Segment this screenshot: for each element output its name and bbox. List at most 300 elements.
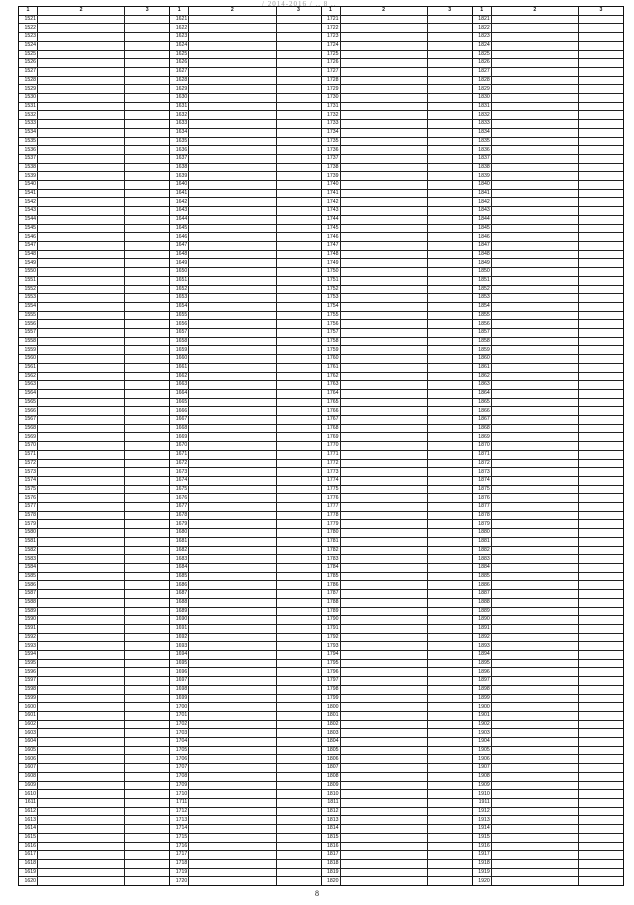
table-row <box>170 494 320 503</box>
value-cell <box>579 138 623 146</box>
cadastral-number-cell <box>189 42 276 50</box>
value-cell <box>125 529 169 537</box>
table-row <box>473 651 623 660</box>
value-cell <box>125 198 169 206</box>
cadastral-number-cell <box>38 642 125 650</box>
value-cell <box>125 303 169 311</box>
value-cell <box>125 755 169 763</box>
row-number: 1561 <box>19 364 38 372</box>
cadastral-number-cell <box>189 729 276 737</box>
table-row <box>473 668 623 677</box>
table-row <box>473 616 623 625</box>
cadastral-number-cell <box>189 695 276 703</box>
row-number: 1764 <box>322 390 341 398</box>
row-number: 1592 <box>19 634 38 642</box>
table-row <box>170 407 320 416</box>
row-number: 1699 <box>170 695 189 703</box>
value-cell <box>277 555 321 563</box>
column-header: 2 <box>492 7 579 15</box>
value-cell <box>428 695 472 703</box>
row-number: 1833 <box>473 120 492 128</box>
row-number: 1806 <box>322 755 341 763</box>
table-row <box>473 94 623 103</box>
value-cell <box>277 320 321 328</box>
cadastral-number-cell <box>492 460 579 468</box>
row-number: 1558 <box>19 338 38 346</box>
table-row <box>473 573 623 582</box>
cadastral-number-cell <box>492 668 579 676</box>
value-cell <box>579 677 623 685</box>
value-cell <box>277 512 321 520</box>
value-cell <box>579 425 623 433</box>
row-number: 1657 <box>170 329 189 337</box>
table-row <box>473 642 623 651</box>
value-cell <box>125 608 169 616</box>
row-number: 1536 <box>19 146 38 154</box>
value-cell <box>428 407 472 415</box>
cadastral-number-cell <box>38 42 125 50</box>
value-cell <box>277 634 321 642</box>
cadastral-number-cell <box>341 346 428 354</box>
value-cell <box>579 634 623 642</box>
cadastral-number-cell <box>341 668 428 676</box>
value-cell <box>125 503 169 511</box>
row-number: 1865 <box>473 399 492 407</box>
cadastral-number-cell <box>189 442 276 450</box>
cadastral-number-cell <box>38 634 125 642</box>
row-number: 1535 <box>19 138 38 146</box>
value-cell <box>428 442 472 450</box>
table-row <box>170 581 320 590</box>
cadastral-number-cell <box>38 129 125 137</box>
cadastral-number-cell <box>341 529 428 537</box>
table-row <box>473 346 623 355</box>
row-number: 1705 <box>170 747 189 755</box>
value-cell <box>277 425 321 433</box>
cadastral-number-cell <box>492 547 579 555</box>
row-number: 1843 <box>473 207 492 215</box>
table-row <box>473 312 623 321</box>
cadastral-number-cell <box>492 268 579 276</box>
table-row <box>322 329 472 338</box>
cadastral-number-cell <box>38 433 125 441</box>
table-row <box>170 338 320 347</box>
row-number: 1621 <box>170 16 189 24</box>
row-number: 1870 <box>473 442 492 450</box>
row-number: 1762 <box>322 373 341 381</box>
value-cell <box>125 634 169 642</box>
cadastral-number-cell <box>189 346 276 354</box>
row-number: 1545 <box>19 225 38 233</box>
value-cell <box>125 564 169 572</box>
table-row <box>473 355 623 364</box>
cadastral-number-cell <box>341 312 428 320</box>
cadastral-number-cell <box>38 547 125 555</box>
cadastral-number-cell <box>38 390 125 398</box>
cadastral-number-cell <box>492 834 579 842</box>
table-row <box>170 312 320 321</box>
value-cell <box>125 164 169 172</box>
cadastral-number-cell <box>38 816 125 824</box>
row-number: 1579 <box>19 520 38 528</box>
table-row <box>322 416 472 425</box>
table-row <box>170 538 320 547</box>
table-row <box>473 764 623 773</box>
row-number: 1916 <box>473 843 492 851</box>
table-row <box>322 843 472 852</box>
cadastral-number-cell <box>189 555 276 563</box>
value-cell <box>579 320 623 328</box>
value-cell <box>579 616 623 624</box>
cadastral-number-cell <box>492 42 579 50</box>
cadastral-number-cell <box>189 773 276 781</box>
cadastral-number-cell <box>492 660 579 668</box>
cadastral-number-cell <box>341 103 428 111</box>
value-cell <box>277 51 321 59</box>
table-row <box>473 503 623 512</box>
table-row <box>322 477 472 486</box>
value-cell <box>277 416 321 424</box>
value-cell <box>579 338 623 346</box>
row-number: 1895 <box>473 660 492 668</box>
table-row <box>322 599 472 608</box>
cadastral-number-cell <box>189 460 276 468</box>
row-number: 1608 <box>19 773 38 781</box>
table-row <box>19 503 169 512</box>
table-row <box>19 181 169 190</box>
value-cell <box>428 755 472 763</box>
value-cell <box>277 16 321 24</box>
table-row <box>19 712 169 721</box>
row-number: 1848 <box>473 251 492 259</box>
row-number: 1682 <box>170 547 189 555</box>
value-cell <box>428 773 472 781</box>
table-row <box>170 703 320 712</box>
cadastral-number-cell <box>189 860 276 868</box>
cadastral-number-cell <box>38 686 125 694</box>
row-number: 1715 <box>170 834 189 842</box>
cadastral-number-cell <box>189 416 276 424</box>
value-cell <box>428 303 472 311</box>
row-number: 1740 <box>322 181 341 189</box>
value-cell <box>125 808 169 816</box>
table-row <box>322 860 472 869</box>
cadastral-number-cell <box>38 581 125 589</box>
row-number: 1793 <box>322 642 341 650</box>
table-row <box>473 399 623 408</box>
cadastral-number-cell <box>189 816 276 824</box>
value-cell <box>428 799 472 807</box>
value-cell <box>277 782 321 790</box>
cadastral-number-cell <box>492 33 579 41</box>
cadastral-number-cell <box>341 695 428 703</box>
value-cell <box>579 782 623 790</box>
value-cell <box>579 355 623 363</box>
value-cell <box>277 42 321 50</box>
value-cell <box>428 581 472 589</box>
table-row <box>322 399 472 408</box>
value-cell <box>579 460 623 468</box>
value-cell <box>277 155 321 163</box>
table-row <box>170 512 320 521</box>
cadastral-number-cell <box>492 373 579 381</box>
row-number: 1668 <box>170 425 189 433</box>
table-row <box>322 407 472 416</box>
value-cell <box>579 773 623 781</box>
row-number: 1565 <box>19 399 38 407</box>
value-cell <box>125 129 169 137</box>
row-number: 1790 <box>322 616 341 624</box>
row-number: 1645 <box>170 225 189 233</box>
value-cell <box>277 468 321 476</box>
row-number: 1615 <box>19 834 38 842</box>
row-number: 1689 <box>170 608 189 616</box>
cadastral-number-cell <box>492 729 579 737</box>
table-row <box>473 416 623 425</box>
cadastral-number-cell <box>341 581 428 589</box>
table-row <box>473 721 623 730</box>
table-row <box>170 277 320 286</box>
row-number: 1797 <box>322 677 341 685</box>
row-number: 1746 <box>322 233 341 241</box>
cadastral-number-cell <box>38 442 125 450</box>
row-number: 1840 <box>473 181 492 189</box>
cadastral-number-cell <box>492 808 579 816</box>
value-cell <box>428 547 472 555</box>
table-row <box>322 346 472 355</box>
row-number: 1727 <box>322 68 341 76</box>
row-number: 1827 <box>473 68 492 76</box>
table-row <box>170 468 320 477</box>
cadastral-number-cell <box>189 790 276 798</box>
cadastral-number-cell <box>341 68 428 76</box>
row-number: 1880 <box>473 529 492 537</box>
cadastral-number-cell <box>341 721 428 729</box>
row-number: 1789 <box>322 608 341 616</box>
row-number: 1872 <box>473 460 492 468</box>
row-number: 1704 <box>170 738 189 746</box>
table-row <box>473 33 623 42</box>
row-number: 1665 <box>170 399 189 407</box>
table-row <box>19 33 169 42</box>
value-cell <box>579 277 623 285</box>
row-number: 1572 <box>19 460 38 468</box>
cadastral-number-cell <box>38 460 125 468</box>
value-cell <box>428 346 472 354</box>
row-number: 1575 <box>19 486 38 494</box>
cadastral-number-cell <box>38 677 125 685</box>
value-cell <box>277 703 321 711</box>
table-row <box>322 181 472 190</box>
cadastral-number-cell <box>38 164 125 172</box>
value-cell <box>125 573 169 581</box>
row-number: 1884 <box>473 564 492 572</box>
row-number: 1845 <box>473 225 492 233</box>
value-cell <box>277 216 321 224</box>
row-number: 1584 <box>19 564 38 572</box>
row-number: 1637 <box>170 155 189 163</box>
table-row <box>19 451 169 460</box>
cadastral-number-cell <box>38 373 125 381</box>
table-row <box>19 564 169 573</box>
table-row <box>473 407 623 416</box>
cadastral-number-cell <box>38 477 125 485</box>
value-cell <box>277 738 321 746</box>
table-row <box>19 808 169 817</box>
table-row <box>473 155 623 164</box>
row-number: 1748 <box>322 251 341 259</box>
table-row <box>170 85 320 94</box>
row-number: 1765 <box>322 399 341 407</box>
value-cell <box>428 85 472 93</box>
row-number: 1660 <box>170 355 189 363</box>
row-number: 1525 <box>19 51 38 59</box>
row-number: 1760 <box>322 355 341 363</box>
row-number: 1769 <box>322 433 341 441</box>
cadastral-number-cell <box>492 425 579 433</box>
row-number: 1594 <box>19 651 38 659</box>
row-number: 1522 <box>19 24 38 32</box>
value-cell <box>125 251 169 259</box>
row-number: 1799 <box>322 695 341 703</box>
value-cell <box>428 686 472 694</box>
row-number: 1598 <box>19 686 38 694</box>
value-cell <box>428 503 472 511</box>
value-cell <box>579 712 623 720</box>
value-cell <box>277 338 321 346</box>
table-row <box>322 68 472 77</box>
value-cell <box>277 172 321 180</box>
row-number: 1540 <box>19 181 38 189</box>
value-cell <box>579 686 623 694</box>
cadastral-number-cell <box>341 338 428 346</box>
row-number: 1867 <box>473 416 492 424</box>
row-number: 1883 <box>473 555 492 563</box>
cadastral-number-cell <box>189 390 276 398</box>
cadastral-number-cell <box>492 312 579 320</box>
value-cell <box>428 399 472 407</box>
row-number: 1905 <box>473 747 492 755</box>
table-row <box>473 164 623 173</box>
cadastral-number-cell <box>38 59 125 67</box>
row-number: 1786 <box>322 581 341 589</box>
value-cell <box>428 312 472 320</box>
cadastral-number-cell <box>341 373 428 381</box>
value-cell <box>277 851 321 859</box>
row-number: 1638 <box>170 164 189 172</box>
value-cell <box>579 851 623 859</box>
value-cell <box>277 590 321 598</box>
row-number: 1767 <box>322 416 341 424</box>
cadastral-number-cell <box>492 695 579 703</box>
row-number: 1635 <box>170 138 189 146</box>
cadastral-number-cell <box>38 277 125 285</box>
cadastral-number-cell <box>189 216 276 224</box>
cadastral-number-cell <box>492 747 579 755</box>
table-row <box>473 286 623 295</box>
value-cell <box>277 677 321 685</box>
row-number: 1694 <box>170 651 189 659</box>
cadastral-number-cell <box>492 433 579 441</box>
row-number: 1563 <box>19 381 38 389</box>
row-number: 1869 <box>473 433 492 441</box>
cadastral-number-cell <box>341 198 428 206</box>
table-header-row <box>473 7 623 16</box>
value-cell <box>277 329 321 337</box>
row-number: 1766 <box>322 407 341 415</box>
row-number: 1607 <box>19 764 38 772</box>
table-row <box>19 625 169 634</box>
cadastral-number-cell <box>492 538 579 546</box>
row-number: 1856 <box>473 320 492 328</box>
cadastral-number-cell <box>341 355 428 363</box>
table-row <box>473 85 623 94</box>
table-row <box>473 851 623 860</box>
table-row <box>170 286 320 295</box>
cadastral-number-cell <box>189 286 276 294</box>
cadastral-number-cell <box>341 834 428 842</box>
value-cell <box>125 59 169 67</box>
row-number: 1573 <box>19 468 38 476</box>
cadastral-number-cell <box>189 782 276 790</box>
row-number: 1813 <box>322 816 341 824</box>
row-number: 1736 <box>322 146 341 154</box>
cadastral-number-cell <box>492 790 579 798</box>
table-row <box>322 555 472 564</box>
table-row <box>473 564 623 573</box>
table-row <box>19 303 169 312</box>
row-number: 1863 <box>473 381 492 389</box>
value-cell <box>125 364 169 372</box>
row-number: 1846 <box>473 233 492 241</box>
value-cell <box>579 834 623 842</box>
table-row <box>322 677 472 686</box>
row-number: 1741 <box>322 190 341 198</box>
page-number: 8 <box>315 889 319 898</box>
row-number: 1780 <box>322 529 341 537</box>
cadastral-number-cell <box>341 616 428 624</box>
value-cell <box>125 782 169 790</box>
cadastral-number-cell <box>341 547 428 555</box>
table-row <box>19 538 169 547</box>
value-cell <box>125 277 169 285</box>
cadastral-number-cell <box>341 33 428 41</box>
row-number: 1757 <box>322 329 341 337</box>
cadastral-number-cell <box>38 573 125 581</box>
row-number: 1672 <box>170 460 189 468</box>
table-row <box>19 825 169 834</box>
table-row <box>170 190 320 199</box>
cadastral-number-cell <box>189 634 276 642</box>
table-row <box>19 103 169 112</box>
row-number: 1782 <box>322 547 341 555</box>
table-row <box>19 312 169 321</box>
table-row <box>19 172 169 181</box>
row-number: 1539 <box>19 172 38 180</box>
cadastral-number-cell <box>38 712 125 720</box>
row-number: 1562 <box>19 373 38 381</box>
table-row <box>170 608 320 617</box>
value-cell <box>125 233 169 241</box>
row-number: 1706 <box>170 755 189 763</box>
table-row <box>322 686 472 695</box>
cadastral-number-cell <box>189 111 276 119</box>
cadastral-number-cell <box>38 329 125 337</box>
table-row <box>170 729 320 738</box>
row-number: 1567 <box>19 416 38 424</box>
row-number: 1686 <box>170 581 189 589</box>
value-cell <box>579 51 623 59</box>
